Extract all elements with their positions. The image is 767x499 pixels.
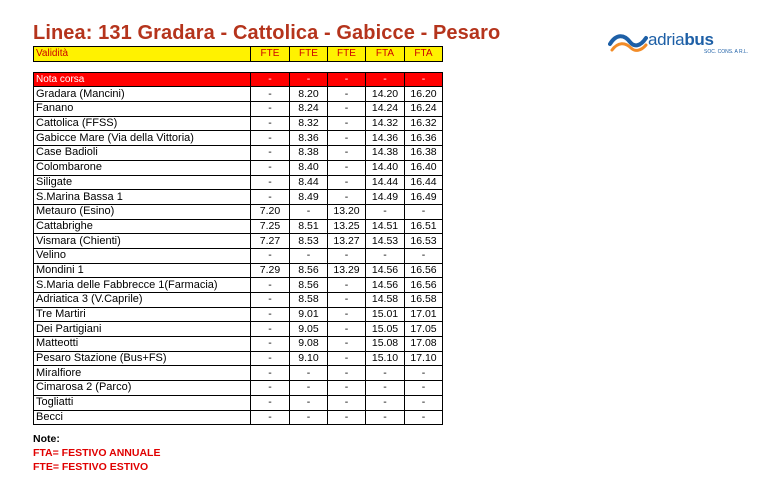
stop-name: Velino bbox=[34, 248, 251, 263]
time-cell: - bbox=[251, 131, 290, 146]
time-cell: - bbox=[328, 175, 366, 190]
time-cell: 8.36 bbox=[290, 131, 328, 146]
time-cell: - bbox=[251, 293, 290, 308]
stop-name: Colombarone bbox=[34, 160, 251, 175]
note-cell: - bbox=[290, 72, 328, 87]
note-fte: FTE= FESTIVO ESTIVO bbox=[33, 461, 149, 473]
time-cell: - bbox=[366, 204, 405, 219]
time-cell: 13.27 bbox=[328, 234, 366, 249]
time-cell: 16.53 bbox=[405, 234, 443, 249]
table-row bbox=[34, 351, 443, 366]
spacer-cell bbox=[251, 61, 290, 72]
time-cell: - bbox=[328, 322, 366, 337]
time-cell: 17.08 bbox=[405, 337, 443, 352]
notes-heading: Note: bbox=[33, 433, 60, 445]
time-cell: - bbox=[366, 366, 405, 381]
time-cell: 16.20 bbox=[405, 87, 443, 102]
time-cell: - bbox=[290, 395, 328, 410]
stop-name: Gradara (Mancini) bbox=[34, 87, 251, 102]
spacer-row bbox=[34, 61, 443, 72]
time-cell: 13.29 bbox=[328, 263, 366, 278]
time-cell: 17.10 bbox=[405, 351, 443, 366]
time-cell: 14.53 bbox=[366, 234, 405, 249]
time-cell: - bbox=[251, 87, 290, 102]
time-cell: - bbox=[328, 248, 366, 263]
time-cell: 14.40 bbox=[366, 160, 405, 175]
time-cell: - bbox=[251, 248, 290, 263]
table-row bbox=[34, 116, 443, 131]
time-cell: 15.10 bbox=[366, 351, 405, 366]
time-cell: 8.38 bbox=[290, 146, 328, 161]
table-row bbox=[34, 278, 443, 293]
stop-name: Fanano bbox=[34, 102, 251, 117]
time-cell: - bbox=[328, 146, 366, 161]
spacer-cell bbox=[290, 61, 328, 72]
stop-name: Pesaro Stazione (Bus+FS) bbox=[34, 351, 251, 366]
time-cell: - bbox=[251, 278, 290, 293]
time-cell: - bbox=[251, 160, 290, 175]
time-cell: - bbox=[328, 278, 366, 293]
time-cell: - bbox=[366, 248, 405, 263]
time-cell: - bbox=[405, 381, 443, 396]
logo-tagline: SOC. CONS. A R.L. bbox=[704, 49, 749, 55]
time-cell: - bbox=[328, 160, 366, 175]
table-row bbox=[34, 190, 443, 205]
time-cell: - bbox=[251, 395, 290, 410]
logo-brand-bold: bus bbox=[684, 30, 714, 49]
time-cell: - bbox=[366, 410, 405, 425]
time-cell: 17.01 bbox=[405, 307, 443, 322]
note-cell: - bbox=[405, 72, 443, 87]
time-cell: 8.32 bbox=[290, 116, 328, 131]
spacer-cell bbox=[34, 61, 251, 72]
stop-name: Becci bbox=[34, 410, 251, 425]
time-cell: 8.53 bbox=[290, 234, 328, 249]
time-cell: 8.56 bbox=[290, 278, 328, 293]
time-cell: - bbox=[328, 293, 366, 308]
table-row bbox=[34, 293, 443, 308]
stop-name: Matteotti bbox=[34, 337, 251, 352]
time-cell: 14.49 bbox=[366, 190, 405, 205]
time-cell: - bbox=[251, 307, 290, 322]
stop-name: Mondini 1 bbox=[34, 263, 251, 278]
time-cell: 9.01 bbox=[290, 307, 328, 322]
adriabus-logo bbox=[608, 28, 758, 58]
time-cell: - bbox=[328, 366, 366, 381]
note-cell: - bbox=[366, 72, 405, 87]
time-cell: - bbox=[405, 204, 443, 219]
time-cell: - bbox=[251, 146, 290, 161]
note-label: Nota corsa bbox=[34, 72, 251, 87]
stop-name: S.Marina Bassa 1 bbox=[34, 190, 251, 205]
time-cell: 16.58 bbox=[405, 293, 443, 308]
time-cell: - bbox=[251, 410, 290, 425]
table-row bbox=[34, 87, 443, 102]
stop-name: Case Badioli bbox=[34, 146, 251, 161]
table-row bbox=[34, 131, 443, 146]
time-cell: 14.56 bbox=[366, 278, 405, 293]
spacer-cell bbox=[328, 61, 366, 72]
table-row bbox=[34, 160, 443, 175]
table-row bbox=[34, 395, 443, 410]
time-cell: - bbox=[328, 351, 366, 366]
time-cell: 16.51 bbox=[405, 219, 443, 234]
logo-wordmark bbox=[648, 30, 714, 50]
time-cell: 14.38 bbox=[366, 146, 405, 161]
time-cell: 15.08 bbox=[366, 337, 405, 352]
time-cell: 14.24 bbox=[366, 102, 405, 117]
time-cell: 7.27 bbox=[251, 234, 290, 249]
stop-name: Gabicce Mare (Via della Vittoria) bbox=[34, 131, 251, 146]
stop-name: Cattolica (FFSS) bbox=[34, 116, 251, 131]
time-cell: 9.10 bbox=[290, 351, 328, 366]
time-cell: - bbox=[328, 131, 366, 146]
time-cell: 15.05 bbox=[366, 322, 405, 337]
table-row bbox=[34, 204, 443, 219]
time-cell: 14.58 bbox=[366, 293, 405, 308]
time-cell: - bbox=[251, 337, 290, 352]
table-row bbox=[34, 366, 443, 381]
validity-cell: FTA bbox=[405, 47, 443, 62]
spacer-cell bbox=[405, 61, 443, 72]
stop-name: Togliatti bbox=[34, 395, 251, 410]
stop-name: Adriatica 3 (V.Caprile) bbox=[34, 293, 251, 308]
time-cell: 15.01 bbox=[366, 307, 405, 322]
time-cell: - bbox=[251, 175, 290, 190]
time-cell: 16.36 bbox=[405, 131, 443, 146]
time-cell: 7.20 bbox=[251, 204, 290, 219]
validity-cell: FTE bbox=[290, 47, 328, 62]
time-cell: - bbox=[405, 366, 443, 381]
stop-name: Dei Partigiani bbox=[34, 322, 251, 337]
time-cell: 17.05 bbox=[405, 322, 443, 337]
table-row bbox=[34, 337, 443, 352]
stop-name: Cimarosa 2 (Parco) bbox=[34, 381, 251, 396]
note-fta: FTA= FESTIVO ANNUALE bbox=[33, 447, 161, 459]
time-cell: 14.32 bbox=[366, 116, 405, 131]
time-cell: 16.38 bbox=[405, 146, 443, 161]
validity-cell: FTA bbox=[366, 47, 405, 62]
time-cell: 8.56 bbox=[290, 263, 328, 278]
stop-name: Miralfiore bbox=[34, 366, 251, 381]
time-cell: 16.32 bbox=[405, 116, 443, 131]
time-cell: 8.44 bbox=[290, 175, 328, 190]
table-row bbox=[34, 175, 443, 190]
time-cell: - bbox=[328, 190, 366, 205]
time-cell: 16.49 bbox=[405, 190, 443, 205]
time-cell: 16.40 bbox=[405, 160, 443, 175]
note-cell: - bbox=[251, 72, 290, 87]
time-cell: - bbox=[290, 204, 328, 219]
time-cell: - bbox=[290, 248, 328, 263]
time-cell: - bbox=[251, 190, 290, 205]
stop-name: Cattabrighe bbox=[34, 219, 251, 234]
time-cell: - bbox=[290, 410, 328, 425]
stop-name: Metauro (Esino) bbox=[34, 204, 251, 219]
time-cell: 8.49 bbox=[290, 190, 328, 205]
validity-label: Validità bbox=[34, 47, 251, 62]
time-cell: 8.58 bbox=[290, 293, 328, 308]
time-cell: - bbox=[251, 322, 290, 337]
time-cell: - bbox=[328, 116, 366, 131]
spacer-cell bbox=[366, 61, 405, 72]
table-row bbox=[34, 234, 443, 249]
validity-cell: FTE bbox=[328, 47, 366, 62]
table-row bbox=[34, 102, 443, 117]
stop-name: S.Maria delle Fabbrecce 1(Farmacia) bbox=[34, 278, 251, 293]
table-row bbox=[34, 146, 443, 161]
time-cell: - bbox=[366, 395, 405, 410]
time-cell: - bbox=[328, 395, 366, 410]
time-cell: 8.40 bbox=[290, 160, 328, 175]
stop-name: Siligate bbox=[34, 175, 251, 190]
note-row bbox=[34, 72, 443, 87]
time-cell: 16.44 bbox=[405, 175, 443, 190]
time-cell: 9.08 bbox=[290, 337, 328, 352]
table-row bbox=[34, 322, 443, 337]
time-cell: - bbox=[290, 366, 328, 381]
time-cell: - bbox=[328, 410, 366, 425]
time-cell: - bbox=[328, 381, 366, 396]
time-cell: 16.56 bbox=[405, 278, 443, 293]
notes-section bbox=[33, 432, 160, 474]
time-cell: 13.25 bbox=[328, 219, 366, 234]
note-cell: - bbox=[328, 72, 366, 87]
table-row bbox=[34, 381, 443, 396]
time-cell: 13.20 bbox=[328, 204, 366, 219]
time-cell: - bbox=[251, 116, 290, 131]
stop-name: Tre Martiri bbox=[34, 307, 251, 322]
table-row bbox=[34, 263, 443, 278]
time-cell: 9.05 bbox=[290, 322, 328, 337]
table-row bbox=[34, 248, 443, 263]
time-cell: - bbox=[328, 307, 366, 322]
time-cell: 16.24 bbox=[405, 102, 443, 117]
time-cell: 14.44 bbox=[366, 175, 405, 190]
time-cell: 16.56 bbox=[405, 263, 443, 278]
time-cell: 14.56 bbox=[366, 263, 405, 278]
table-row bbox=[34, 219, 443, 234]
time-cell: 8.24 bbox=[290, 102, 328, 117]
time-cell: 8.51 bbox=[290, 219, 328, 234]
time-cell: - bbox=[290, 381, 328, 396]
time-cell: - bbox=[405, 410, 443, 425]
time-cell: 8.20 bbox=[290, 87, 328, 102]
timetable bbox=[33, 46, 443, 425]
time-cell: - bbox=[328, 337, 366, 352]
wave-logo-icon bbox=[608, 30, 648, 54]
time-cell: 14.36 bbox=[366, 131, 405, 146]
page-title: Linea: 131 Gradara - Cattolica - Gabicce - Pesaro bbox=[33, 22, 501, 44]
stop-name: Vismara (Chienti) bbox=[34, 234, 251, 249]
time-cell: - bbox=[251, 381, 290, 396]
time-cell: - bbox=[328, 102, 366, 117]
time-cell: - bbox=[251, 102, 290, 117]
table-row bbox=[34, 410, 443, 425]
time-cell: - bbox=[405, 395, 443, 410]
time-cell: - bbox=[251, 351, 290, 366]
time-cell: 14.20 bbox=[366, 87, 405, 102]
time-cell: - bbox=[251, 366, 290, 381]
table-row bbox=[34, 307, 443, 322]
validity-row bbox=[34, 47, 443, 62]
time-cell: 7.25 bbox=[251, 219, 290, 234]
time-cell: - bbox=[366, 381, 405, 396]
time-cell: 7.29 bbox=[251, 263, 290, 278]
time-cell: - bbox=[405, 248, 443, 263]
time-cell: 14.51 bbox=[366, 219, 405, 234]
validity-cell: FTE bbox=[251, 47, 290, 62]
logo-brand-light: adria bbox=[648, 30, 685, 49]
time-cell: - bbox=[328, 87, 366, 102]
